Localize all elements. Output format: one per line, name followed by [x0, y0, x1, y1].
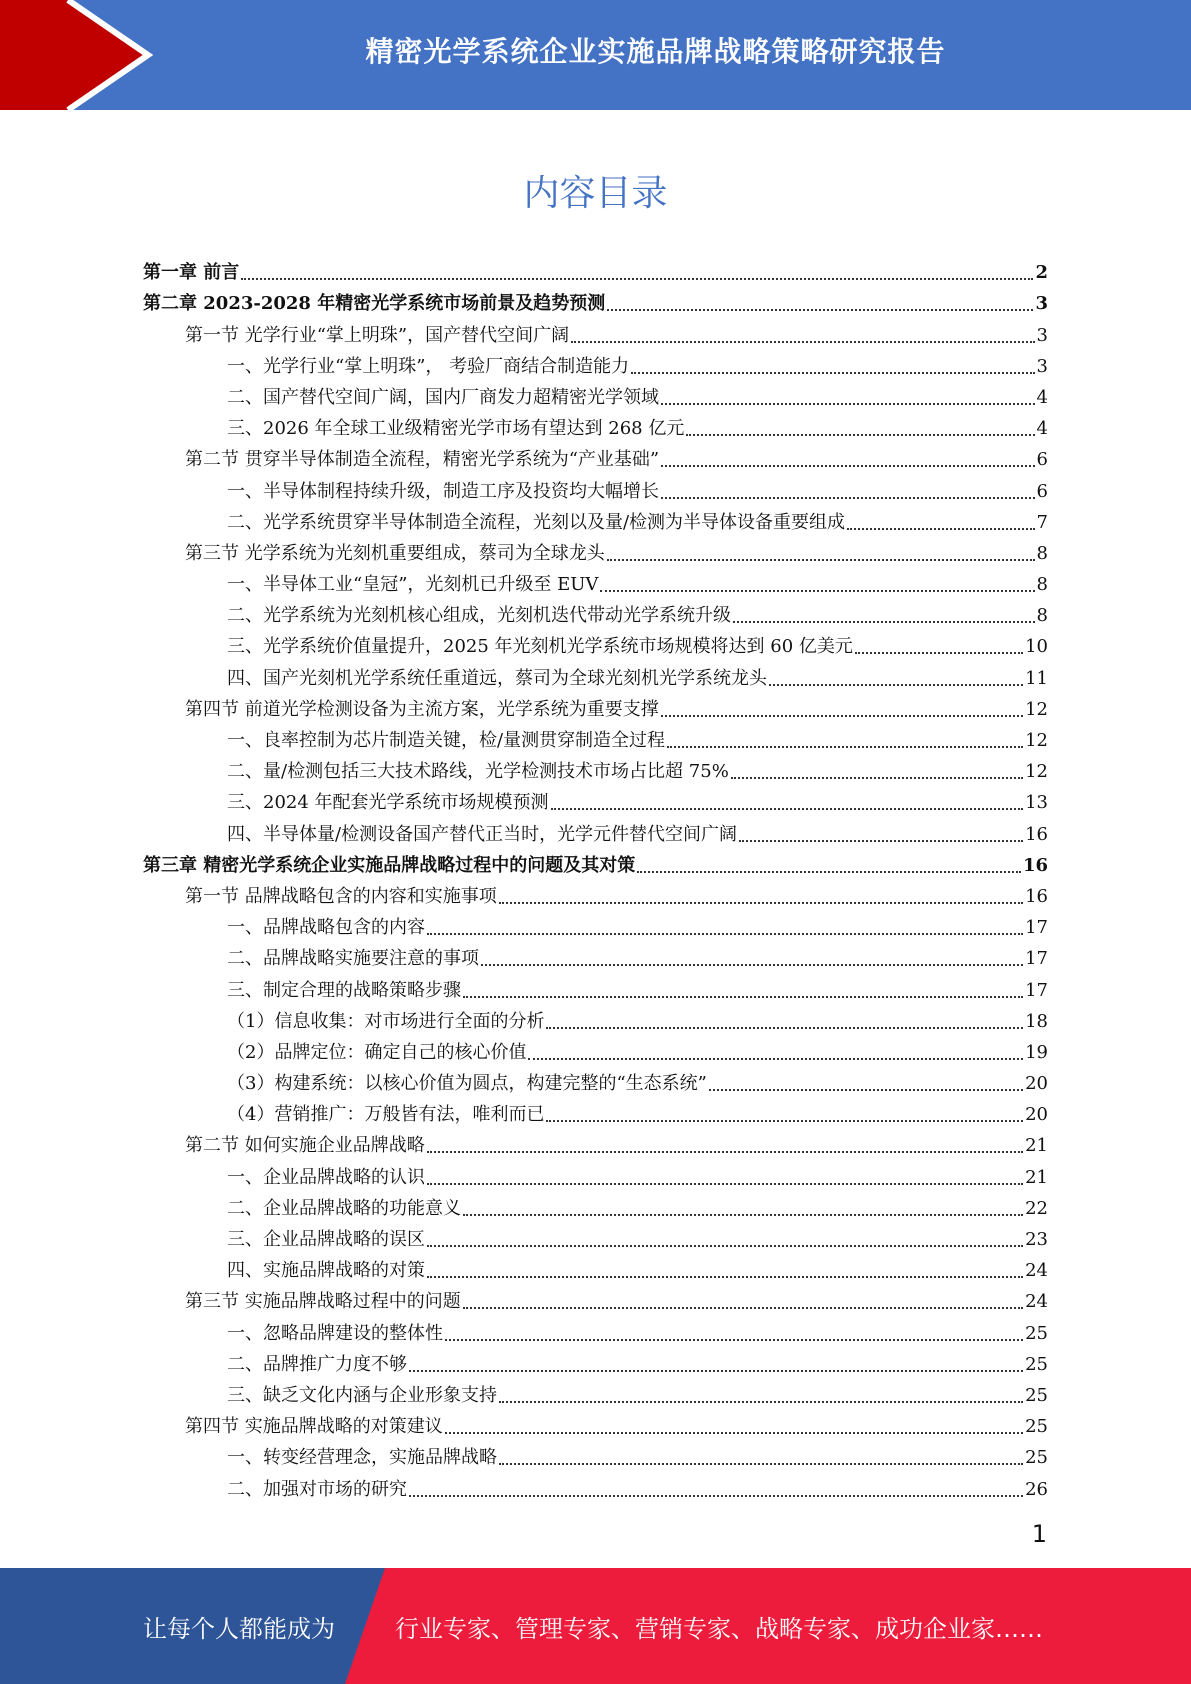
toc-entry-page: 25 [1025, 1353, 1048, 1375]
toc-entry-text: 一、忽略品牌建设的整体性 [227, 1322, 443, 1344]
toc-entry-page: 25 [1025, 1384, 1048, 1406]
toc-entry-text: 二、加强对市场的研究 [227, 1478, 407, 1500]
toc-entry-text: 第一节 光学行业“掌上明珠”，国产替代空间广阔 [185, 324, 570, 346]
toc-entry[interactable] [143, 1127, 1048, 1158]
toc-entry-page: 3 [1036, 324, 1048, 346]
toc-entry-text: 三、2024 年配套光学系统市场规模预测 [227, 792, 549, 814]
toc-dot-leader [637, 859, 1021, 873]
toc-entry-text: 一、品牌战略包含的内容 [227, 917, 425, 939]
toc-entry-page: 17 [1025, 979, 1048, 1001]
toc-heading: 内容目录 [523, 173, 668, 214]
toc-entry[interactable] [143, 940, 1048, 971]
toc-entry[interactable] [143, 1034, 1048, 1065]
toc-entry-text: 二、光学系统为光刻机核心组成，光刻机迭代带动光学系统升级 [227, 605, 731, 627]
toc-entry-text: 二、品牌推广力度不够 [227, 1353, 407, 1375]
toc-dot-leader [709, 1077, 1023, 1091]
toc-entry[interactable] [143, 691, 1048, 722]
toc-entry[interactable] [143, 348, 1048, 379]
toc-entry-text: 三、2026 年全球工业级精密光学市场有望达到 268 亿元 [227, 418, 685, 440]
toc-entry-page: 22 [1025, 1197, 1048, 1219]
toc-entry-page: 17 [1025, 917, 1048, 939]
toc-entry[interactable] [143, 1439, 1048, 1470]
toc-entry-text: 四、半导体量/检测设备国产替代正当时，光学元件替代空间广阔 [227, 823, 738, 845]
toc-entry[interactable] [143, 784, 1048, 815]
toc-entry[interactable] [143, 504, 1048, 535]
toc-entry-text: （1）信息收集：对市场进行全面的分析 [227, 1010, 545, 1032]
toc-entry-page: 11 [1025, 667, 1048, 689]
toc-entry-text: （2）品牌定位：确定自己的核心价值 [227, 1041, 527, 1063]
toc-dot-leader [686, 422, 1034, 436]
toc-entry-page: 2 [1035, 262, 1048, 284]
toc-entry[interactable] [143, 441, 1048, 472]
toc-dot-leader [427, 1171, 1023, 1185]
toc-dot-leader [667, 734, 1023, 748]
toc-entry[interactable] [143, 379, 1048, 410]
toc-entry[interactable] [143, 1314, 1048, 1345]
toc-entry-page: 3 [1035, 293, 1048, 315]
toc-entry-text: 一、企业品牌战略的认识 [227, 1166, 425, 1188]
toc-entry-page: 10 [1025, 636, 1048, 658]
toc-dot-leader [607, 547, 1035, 561]
toc-entry[interactable] [143, 1190, 1048, 1221]
toc-entry-text: 第三章 精密光学系统企业实施品牌战略过程中的问题及其对策 [143, 854, 636, 876]
toc-entry-page: 23 [1025, 1229, 1048, 1250]
toc-dot-leader [499, 1451, 1023, 1465]
toc-entry-text: 四、国产光刻机光学系统任重道远，蔡司为全球光刻机光学系统龙头 [227, 667, 767, 689]
toc-entry-page: 17 [1025, 948, 1048, 970]
toc-entry-page: 25 [1025, 1447, 1048, 1469]
toc-entry[interactable] [143, 1377, 1048, 1408]
toc-entry-text: 四、实施品牌战略的对策 [227, 1260, 425, 1282]
toc-entry-text: 一、半导体制程持续升级，制造工序及投资均大幅增长 [227, 480, 659, 502]
toc-entry-page: 24 [1025, 1260, 1048, 1282]
toc-entry-text: 第一节 品牌战略包含的内容和实施事项 [185, 885, 497, 907]
toc-entry-page: 12 [1025, 698, 1048, 720]
toc-entry[interactable] [143, 254, 1048, 285]
toc-entry-page: 13 [1025, 792, 1048, 814]
toc-dot-leader [731, 765, 1023, 779]
toc-dot-leader [551, 796, 1024, 810]
toc-entry-text: 三、缺乏文化内涵与企业形象支持 [227, 1384, 497, 1406]
toc-dot-leader [600, 578, 1034, 592]
toc-entry-text: 二、光学系统贯穿半导体制造全流程，光刻以及量/检测为半导体设备重要组成 [227, 511, 846, 533]
toc-entry-text: 三、制定合理的战略策略步骤 [227, 979, 461, 1001]
toc-dot-leader [661, 703, 1023, 717]
toc-dot-leader [463, 984, 1023, 998]
toc-entry[interactable] [143, 753, 1048, 784]
toc-dot-leader [427, 921, 1023, 935]
toc-entry-page: 4 [1036, 386, 1048, 408]
toc-entry[interactable] [143, 909, 1048, 940]
toc-entry-page: 25 [1025, 1322, 1048, 1344]
toc-entry-page: 20 [1025, 1104, 1048, 1126]
toc-entry-text: 三、企业品牌战略的误区 [227, 1229, 425, 1250]
toc-entry-text: 二、企业品牌战略的功能意义 [227, 1197, 461, 1219]
toc-dot-leader [847, 516, 1034, 530]
toc-entry[interactable] [143, 971, 1048, 1002]
toc-dot-leader [499, 1389, 1023, 1403]
toc-dot-leader [463, 1295, 1023, 1309]
toc-entry[interactable] [143, 659, 1048, 690]
toc-dot-leader [739, 828, 1023, 842]
toc-dot-leader [241, 266, 1033, 280]
chevron-arrow-icon [0, 0, 160, 110]
toc-dot-leader [445, 1420, 1023, 1434]
toc-entry-text: 一、光学行业“掌上明珠”， 考验厂商结合制造能力 [227, 355, 630, 377]
toc-entry-text: 三、光学系统价值量提升，2025 年光刻机光学系统市场规模将达到 60 亿美元 [227, 636, 853, 658]
toc-entry-page: 12 [1025, 730, 1048, 751]
toc-dot-leader [445, 1327, 1023, 1341]
page-header [0, 0, 1191, 110]
toc-entry-page: 26 [1025, 1478, 1048, 1500]
toc-entry-text: 一、半导体工业“皇冠”，光刻机已升级至 EUV [227, 574, 599, 596]
toc-dot-leader [661, 485, 1035, 499]
table-of-contents [143, 254, 1048, 1502]
toc-dot-leader [631, 360, 1034, 374]
toc-entry[interactable] [143, 1003, 1048, 1034]
toc-entry-text: 二、国产替代空间广阔，国内厂商发力超精密光学领域 [227, 386, 659, 408]
toc-entry[interactable] [143, 1346, 1048, 1377]
toc-entry[interactable] [143, 535, 1048, 566]
toc-entry-text: 二、量/检测包括三大技术路线，光学检测技术市场占比超 75% [227, 761, 729, 783]
page-footer [0, 1568, 1191, 1684]
toc-dot-leader [661, 391, 1035, 405]
toc-entry[interactable] [143, 1470, 1048, 1501]
toc-entry-text: 第二节 如何实施企业品牌战略 [185, 1135, 425, 1157]
toc-dot-leader [409, 1483, 1023, 1497]
toc-entry[interactable] [143, 1158, 1048, 1189]
toc-entry-page: 6 [1036, 480, 1048, 502]
toc-entry-page: 25 [1025, 1416, 1048, 1438]
toc-entry[interactable] [143, 410, 1048, 441]
toc-entry-page: 4 [1036, 418, 1048, 440]
toc-dot-leader [661, 453, 1034, 467]
toc-entry-page: 21 [1025, 1166, 1048, 1188]
toc-dot-leader [546, 1108, 1023, 1122]
toc-entry-page: 16 [1025, 823, 1048, 845]
toc-entry-page: 18 [1025, 1010, 1048, 1032]
toc-entry[interactable] [143, 628, 1048, 659]
toc-dot-leader [546, 1015, 1023, 1029]
footer-slogan-left: 让每个人都能成为 [143, 1614, 335, 1643]
toc-entry[interactable] [143, 815, 1048, 846]
toc-entry-text: 第三节 光学系统为光刻机重要组成，蔡司为全球龙头 [185, 542, 605, 564]
toc-entry[interactable] [143, 566, 1048, 597]
toc-dot-leader [427, 1139, 1023, 1153]
toc-entry[interactable] [143, 1408, 1048, 1439]
toc-entry-text: 第四节 实施品牌战略的对策建议 [185, 1416, 443, 1438]
toc-entry[interactable] [143, 1096, 1048, 1127]
toc-entry-text: 第二节 贯穿半导体制造全流程，精密光学系统为“产业基础” [185, 449, 660, 471]
toc-dot-leader [463, 1202, 1023, 1216]
toc-dot-leader [607, 297, 1033, 311]
toc-entry-text: （4）营销推广：万般皆有法，唯利而已 [227, 1104, 545, 1126]
toc-entry[interactable] [143, 472, 1048, 503]
toc-entry-page: 16 [1025, 885, 1048, 907]
toc-dot-leader [571, 329, 1034, 343]
toc-entry-text: 一、良率控制为芯片制造关键，检/量测贯穿制造全过程 [227, 730, 666, 751]
toc-entry[interactable] [143, 1065, 1048, 1096]
toc-entry-page: 3 [1036, 355, 1048, 377]
toc-entry-text: （3）构建系统：以核心价值为圆点，构建完整的“生态系统” [227, 1073, 707, 1095]
toc-entry[interactable] [143, 1252, 1048, 1283]
toc-dot-leader [409, 1358, 1023, 1372]
toc-dot-leader [427, 1264, 1023, 1278]
toc-entry[interactable] [143, 285, 1048, 316]
toc-entry-page: 16 [1022, 854, 1048, 876]
toc-dot-leader [733, 609, 1035, 623]
toc-entry-text: 第一章 前言 [143, 262, 240, 284]
report-title: 精密光学系统企业实施品牌战略策略研究报告 [365, 35, 946, 68]
toc-entry[interactable] [143, 722, 1048, 753]
toc-entry-text: 二、品牌战略实施要注意的事项 [227, 948, 479, 970]
footer-slogan-right: 行业专家、管理专家、营销专家、战略专家、成功企业家…… [395, 1614, 1043, 1643]
toc-entry[interactable] [143, 597, 1048, 628]
toc-entry-page: 24 [1025, 1291, 1048, 1313]
toc-dot-leader [481, 952, 1023, 966]
toc-entry-page: 6 [1036, 449, 1048, 471]
toc-entry-text: 第二章 2023-2028 年精密光学系统市场前景及趋势预测 [143, 293, 606, 315]
toc-dot-leader [855, 640, 1023, 654]
toc-entry-text: 第四节 前道光学检测设备为主流方案，光学系统为重要支撑 [185, 698, 659, 720]
toc-entry[interactable] [143, 847, 1048, 878]
toc-entry[interactable] [143, 878, 1048, 909]
page-number: 1 [1031, 1520, 1047, 1548]
toc-entry-page: 19 [1025, 1041, 1048, 1063]
toc-dot-leader [427, 1233, 1023, 1247]
toc-entry-page: 8 [1036, 542, 1048, 564]
toc-dot-leader [769, 672, 1023, 686]
toc-entry-page: 20 [1025, 1073, 1048, 1095]
toc-entry-page: 8 [1036, 574, 1048, 596]
toc-dot-leader [499, 890, 1023, 904]
toc-dot-leader [528, 1046, 1023, 1060]
toc-entry[interactable] [143, 316, 1048, 347]
toc-entry-text: 第三节 实施品牌战略过程中的问题 [185, 1291, 461, 1313]
toc-entry-text: 一、转变经营理念，实施品牌战略 [227, 1447, 497, 1469]
toc-entry-page: 12 [1025, 761, 1048, 783]
toc-entry[interactable] [143, 1283, 1048, 1314]
toc-entry[interactable] [143, 1221, 1048, 1252]
toc-entry-page: 7 [1036, 511, 1048, 533]
toc-entry-page: 21 [1025, 1135, 1048, 1157]
toc-entry-page: 8 [1036, 605, 1048, 627]
